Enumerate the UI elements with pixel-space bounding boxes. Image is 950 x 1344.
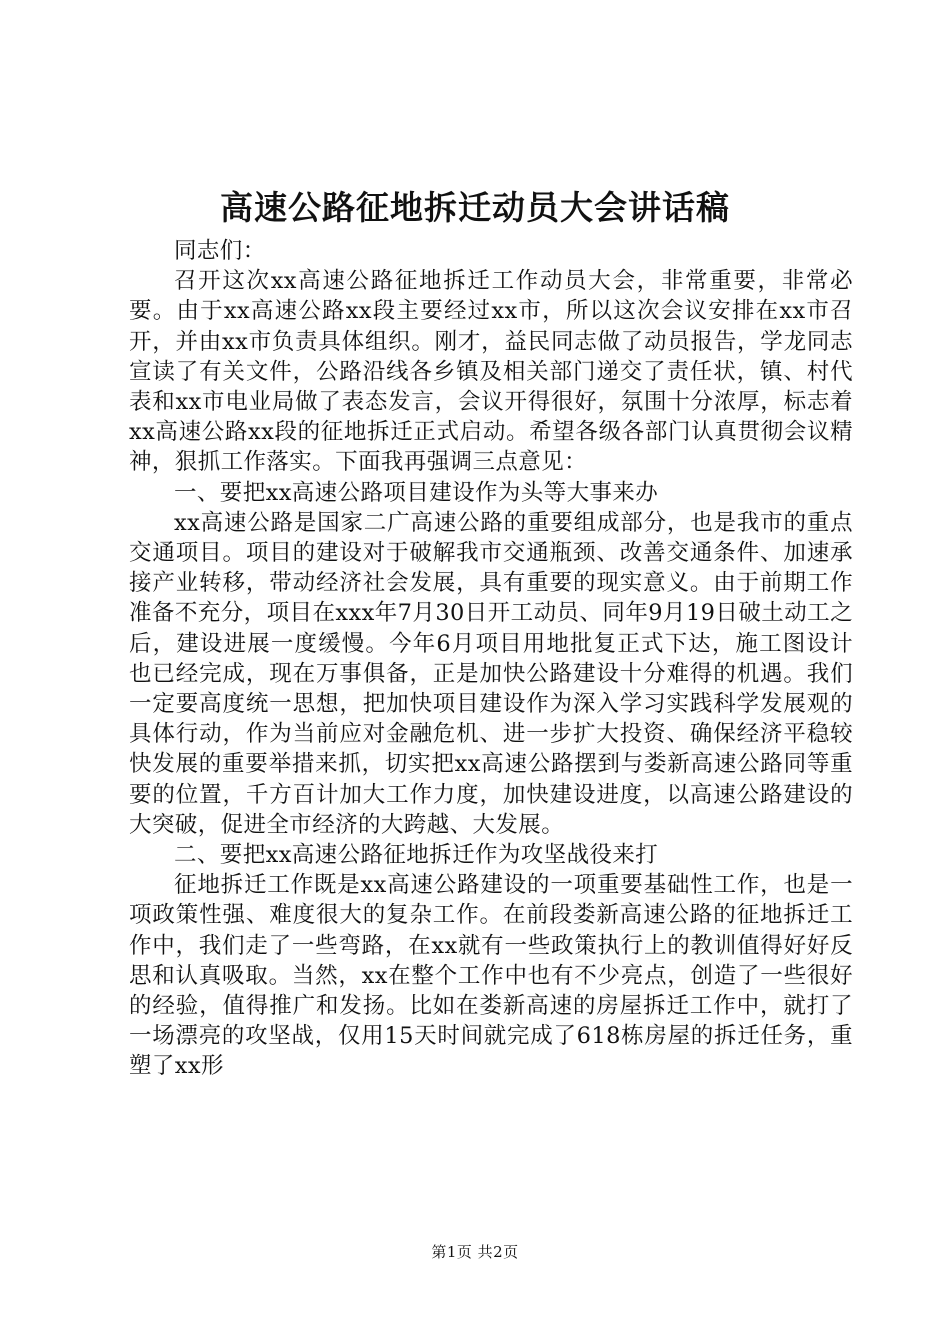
paragraph-intro: 召开这次xx高速公路征地拆迁工作动员大会，非常重要，非常必要。由于xx高速公路xx段主要经过xx市，所以这次会议安排在xx市召开，并由xx市负责具体组织。刚才，益民同志做了动员报告，学龙同志宣读了有关文件，公路沿线各乡镇及相关部门递交了责任状，镇、村代表和xx市电业局做了表态发言，会议开得很好，氛围十分浓厚，标志着xx高速公路xx段的征地拆迁正式启动。希望各级各部门认真贯彻会议精神，狠抓工作落实。下面我再强调三点意见： bbox=[129, 268, 853, 476]
section-heading-2: 二、要把xx高速公路征地拆迁作为攻坚战役来打 bbox=[174, 842, 659, 869]
paragraph-section-2: 征地拆迁工作既是xx高速公路建设的一项重要基础性工作，也是一项政策性强、难度很大的复杂工作。在前段娄新高速公路的征地拆迁工作中，我们走了一些弯路，在xx就有一些政策执行上的教训值得好好反思和认真吸取。当然，xx在整个工作中也有不少亮点，创造了一些很好的经验，值得推广和发扬。比如在娄新高速的房屋拆迁工作中，就打了一场漂亮的攻坚战，仅用15天时间就完成了618栋房屋的拆迁任务，重塑了xx形 bbox=[129, 872, 853, 1080]
document-title: 高速公路征地拆迁动员大会讲话稿 bbox=[220, 188, 730, 227]
document-body bbox=[129, 236, 853, 1082]
section-heading-1: 一、要把xx高速公路项目建设作为头等大事来办 bbox=[174, 479, 659, 506]
salutation: 同志们： bbox=[174, 238, 266, 264]
page-footer: 第1页 共2页 bbox=[431, 1243, 519, 1261]
paragraph-section-1: xx高速公路是国家二广高速公路的重要组成部分，也是我市的重点交通项目。项目的建设对于破解我市交通瓶颈、改善交通条件、加速承接产业转移，带动经济社会发展，具有重要的现实意义。由于前期工作准备不充分，项目在xxx年7月30日开工动员、同年9月19日破土动工之后，建设进展一度缓慢。今年6月项目用地批复正式下达，施工图设计也已经完成，现在万事俱备，正是加快公路建设十分难得的机遇。我们一定要高度统一思想，把加快项目建设作为深入学习实践科学发展观的具体行动，作为当前应对金融危机、进一步扩大投资、确保经济平稳较快发展的重要举措来抓，切实把xx高速公路摆到与娄新高速公路同等重要的位置，千方百计加大工作力度，加快建设进度，以高速公路建设的大突破，促进全市经济的大跨越、大发展。 bbox=[129, 509, 853, 838]
